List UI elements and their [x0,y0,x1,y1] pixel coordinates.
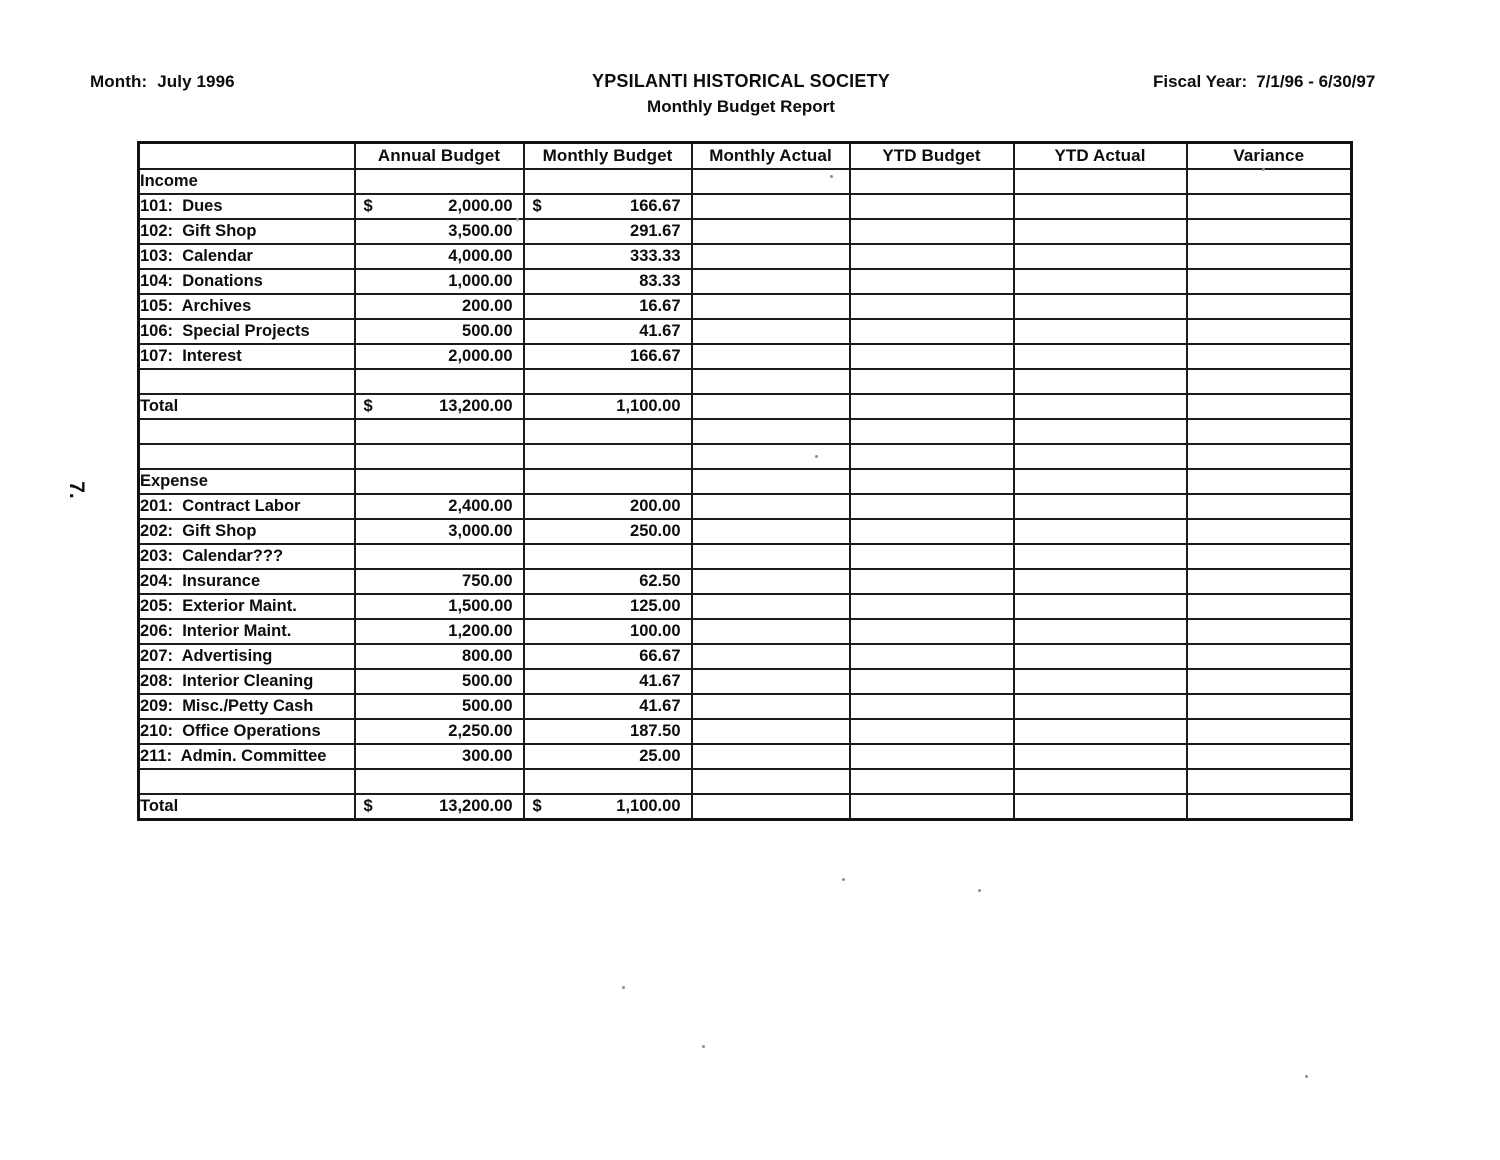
item-row [139,719,1352,744]
cell-monthly-budget-value: 1,100.00 [616,397,681,415]
row-label: 204: Insurance [139,569,355,594]
row-label: 202: Gift Shop [139,519,355,544]
cell-monthly-budget [524,569,692,594]
row-label: Total [139,794,355,820]
cell-ytd-budget [850,719,1014,744]
cell-monthly-budget-value: 83.33 [639,272,681,290]
cell-ytd-actual [1014,444,1187,469]
cell-monthly-budget [524,394,692,419]
cell-ytd-actual [1014,519,1187,544]
cell-annual-budget-value: 2,250.00 [448,722,513,740]
item-row [139,244,1352,269]
cell-monthly-budget [524,469,692,494]
cell-monthly-actual [692,244,850,269]
cell-variance [1187,419,1352,444]
cell-annual-budget [355,694,524,719]
row-label: 101: Dues [139,194,355,219]
cell-ytd-budget [850,769,1014,794]
cell-annual-budget-value: 13,200.00 [439,397,513,415]
row-label: 208: Interior Cleaning [139,669,355,694]
cell-ytd-actual [1014,669,1187,694]
cell-ytd-actual [1014,594,1187,619]
cell-ytd-budget [850,194,1014,219]
cell-annual-budget [355,419,524,444]
cell-variance [1187,794,1352,820]
cell-monthly-budget [524,419,692,444]
cell-variance [1187,269,1352,294]
scan-speck [622,986,625,989]
cell-ytd-actual [1014,394,1187,419]
cell-ytd-budget [850,594,1014,619]
cell-monthly-budget [524,219,692,244]
cell-ytd-actual [1014,619,1187,644]
cell-annual-budget [355,394,524,419]
cell-annual-budget [355,494,524,519]
cell-annual-budget [355,344,524,369]
cell-variance [1187,694,1352,719]
row-label [139,769,355,794]
cell-monthly-actual [692,394,850,419]
cell-variance [1187,594,1352,619]
cell-monthly-actual [692,169,850,194]
section-row [139,469,1352,494]
cell-ytd-actual [1014,269,1187,294]
cell-monthly-actual [692,219,850,244]
item-row [139,344,1352,369]
cell-monthly-budget [524,619,692,644]
cell-monthly-budget-value: 291.67 [630,222,681,240]
month-label: Month: [90,72,148,91]
cell-monthly-actual [692,794,850,820]
cell-annual-budget [355,294,524,319]
row-label: 104: Donations [139,269,355,294]
cell-variance [1187,669,1352,694]
cell-ytd-budget [850,319,1014,344]
cell-ytd-actual [1014,769,1187,794]
cell-monthly-budget [524,669,692,694]
month-value: July 1996 [157,72,235,91]
cell-monthly-actual [692,619,850,644]
cell-annual-budget-value: 500.00 [462,697,513,715]
cell-annual-budget [355,244,524,269]
row-label: 205: Exterior Maint. [139,594,355,619]
cell-monthly-budget [524,519,692,544]
cell-ytd-budget [850,344,1014,369]
cell-variance [1187,219,1352,244]
cell-variance [1187,394,1352,419]
cell-ytd-budget [850,494,1014,519]
cell-monthly-budget-value: 41.67 [639,322,681,340]
cell-ytd-actual [1014,419,1187,444]
cell-ytd-actual [1014,569,1187,594]
cell-monthly-budget-value: 41.67 [639,672,681,690]
row-label: Total [139,394,355,419]
cell-annual-budget [355,644,524,669]
cell-ytd-actual [1014,369,1187,394]
cell-annual-budget-value: 3,500.00 [448,222,513,240]
item-row [139,694,1352,719]
cell-variance [1187,619,1352,644]
cell-variance [1187,494,1352,519]
cell-monthly-actual [692,569,850,594]
column-header-variance: Variance [1187,143,1352,170]
cell-monthly-budget-value: 125.00 [630,597,681,615]
cell-variance [1187,519,1352,544]
cell-ytd-budget [850,219,1014,244]
cell-ytd-budget [850,544,1014,569]
cell-ytd-budget [850,269,1014,294]
cell-annual-budget-value: 800.00 [462,647,513,665]
cell-monthly-actual [692,519,850,544]
item-row [139,669,1352,694]
cell-ytd-actual [1014,494,1187,519]
blank-row [139,769,1352,794]
column-header-empty [139,143,355,170]
cell-ytd-actual [1014,469,1187,494]
cell-ytd-actual [1014,719,1187,744]
cell-ytd-actual [1014,544,1187,569]
cell-monthly-budget [524,794,692,820]
cell-annual-budget [355,719,524,744]
cell-monthly-actual [692,419,850,444]
cell-annual-budget [355,544,524,569]
cell-monthly-budget-value: 166.67 [630,347,681,365]
cell-monthly-budget [524,169,692,194]
cell-variance [1187,544,1352,569]
cell-monthly-actual [692,469,850,494]
cell-monthly-actual [692,494,850,519]
fiscal-year-field [1153,72,1375,92]
cell-annual-budget [355,619,524,644]
item-row [139,594,1352,619]
cell-monthly-actual [692,694,850,719]
cell-monthly-budget-value: 1,100.00 [616,797,681,815]
item-row [139,619,1352,644]
item-row [139,519,1352,544]
cell-annual-budget [355,469,524,494]
cell-variance [1187,369,1352,394]
cell-ytd-budget [850,294,1014,319]
cell-monthly-actual [692,669,850,694]
cell-annual-budget-value: 200.00 [462,297,513,315]
cell-monthly-actual [692,769,850,794]
cell-ytd-actual [1014,694,1187,719]
organization-title: YPSILANTI HISTORICAL SOCIETY [592,71,890,91]
cell-variance [1187,569,1352,594]
column-header-ytd-budget: YTD Budget [850,143,1014,170]
cell-monthly-actual [692,344,850,369]
cell-ytd-budget [850,794,1014,820]
page-number: 7. [65,481,88,499]
cell-ytd-budget [850,694,1014,719]
cell-monthly-budget [524,769,692,794]
cell-annual-budget-value: 2,400.00 [448,497,513,515]
cell-variance [1187,744,1352,769]
cell-annual-budget-value: 1,500.00 [448,597,513,615]
cell-monthly-budget-value: 62.50 [639,572,681,590]
cell-monthly-actual [692,544,850,569]
row-label: 207: Advertising [139,644,355,669]
row-label: 210: Office Operations [139,719,355,744]
column-header-ytd-actual: YTD Actual [1014,143,1187,170]
item-row [139,494,1352,519]
cell-ytd-budget [850,669,1014,694]
blank-row [139,444,1352,469]
cell-monthly-actual [692,294,850,319]
scan-speck [978,889,981,892]
cell-annual-budget [355,169,524,194]
cell-variance [1187,169,1352,194]
report-title: Monthly Budget Report [647,97,835,116]
column-header-row [139,143,1352,170]
cell-annual-budget-value: 4,000.00 [448,247,513,265]
cell-monthly-budget [524,319,692,344]
cell-ytd-actual [1014,644,1187,669]
cell-variance [1187,344,1352,369]
cell-monthly-budget [524,644,692,669]
cell-annual-budget-value: 500.00 [462,672,513,690]
cell-annual-budget-value: 1,000.00 [448,272,513,290]
item-row [139,194,1352,219]
cell-annual-budget [355,444,524,469]
cell-monthly-actual [692,644,850,669]
item-row [139,544,1352,569]
row-label: 203: Calendar??? [139,544,355,569]
column-header-monthly-budget: Monthly Budget [524,143,692,170]
cell-monthly-budget-value: 187.50 [630,722,681,740]
cell-monthly-budget-value: 25.00 [639,747,681,765]
dollar-sign: $ [532,197,542,215]
cell-monthly-actual [692,744,850,769]
budget-table-container [137,141,1353,821]
cell-annual-budget [355,369,524,394]
item-row [139,294,1352,319]
scan-speck [842,878,845,881]
row-label: Expense [139,469,355,494]
cell-ytd-budget [850,744,1014,769]
scan-speck [516,218,519,221]
dollar-sign: $ [363,797,373,815]
cell-ytd-actual [1014,794,1187,820]
row-label [139,369,355,394]
cell-ytd-actual [1014,294,1187,319]
cell-ytd-budget [850,444,1014,469]
cell-ytd-actual [1014,344,1187,369]
total-row [139,794,1352,820]
cell-ytd-budget [850,394,1014,419]
row-label: 105: Archives [139,294,355,319]
cell-monthly-budget [524,244,692,269]
cell-monthly-budget-value: 333.33 [630,247,681,265]
cell-variance [1187,319,1352,344]
row-label: 103: Calendar [139,244,355,269]
cell-ytd-actual [1014,244,1187,269]
cell-monthly-budget [524,744,692,769]
item-row [139,569,1352,594]
blank-row [139,369,1352,394]
budget-table [137,141,1353,821]
cell-annual-budget-value: 300.00 [462,747,513,765]
item-row [139,644,1352,669]
cell-variance [1187,194,1352,219]
cell-annual-budget-value: 2,000.00 [448,197,513,215]
cell-annual-budget [355,669,524,694]
cell-ytd-actual [1014,319,1187,344]
cell-ytd-budget [850,569,1014,594]
cell-monthly-budget-value: 200.00 [630,497,681,515]
cell-monthly-budget [524,344,692,369]
cell-ytd-actual [1014,194,1187,219]
cell-annual-budget-value: 1,200.00 [448,622,513,640]
cell-annual-budget-value: 3,000.00 [448,522,513,540]
row-label [139,444,355,469]
cell-annual-budget [355,744,524,769]
section-row [139,169,1352,194]
cell-monthly-budget [524,719,692,744]
scan-speck [815,455,818,458]
row-label: 106: Special Projects [139,319,355,344]
cell-ytd-budget [850,469,1014,494]
cell-variance [1187,719,1352,744]
cell-monthly-budget [524,694,692,719]
scan-speck [1262,168,1265,171]
cell-ytd-budget [850,369,1014,394]
row-label: 209: Misc./Petty Cash [139,694,355,719]
cell-monthly-actual [692,194,850,219]
cell-annual-budget [355,219,524,244]
cell-annual-budget [355,794,524,820]
cell-variance [1187,644,1352,669]
cell-annual-budget [355,519,524,544]
row-label: 206: Interior Maint. [139,619,355,644]
cell-monthly-budget [524,194,692,219]
cell-monthly-actual [692,319,850,344]
cell-annual-budget [355,269,524,294]
cell-annual-budget [355,769,524,794]
cell-ytd-budget [850,644,1014,669]
cell-ytd-budget [850,419,1014,444]
column-header-annual-budget: Annual Budget [355,143,524,170]
fiscal-year-label: Fiscal Year: [1153,72,1248,91]
cell-monthly-budget [524,594,692,619]
cell-annual-budget [355,594,524,619]
report-title-block [441,71,1041,117]
cell-monthly-budget-value: 100.00 [630,622,681,640]
cell-monthly-actual [692,369,850,394]
scan-speck [1305,1075,1308,1078]
cell-annual-budget [355,319,524,344]
cell-monthly-budget [524,294,692,319]
cell-ytd-budget [850,169,1014,194]
cell-monthly-actual [692,269,850,294]
cell-annual-budget-value: 2,000.00 [448,347,513,365]
cell-monthly-budget [524,494,692,519]
row-label: 107: Interest [139,344,355,369]
item-row [139,319,1352,344]
cell-annual-budget-value: 500.00 [462,322,513,340]
cell-ytd-actual [1014,744,1187,769]
cell-ytd-actual [1014,169,1187,194]
item-row [139,219,1352,244]
dollar-sign: $ [532,797,542,815]
cell-annual-budget [355,569,524,594]
cell-monthly-budget-value: 166.67 [630,197,681,215]
item-row [139,269,1352,294]
cell-monthly-budget [524,269,692,294]
scan-speck [830,175,833,178]
cell-variance [1187,444,1352,469]
cell-ytd-budget [850,619,1014,644]
cell-variance [1187,244,1352,269]
total-row [139,394,1352,419]
month-field [90,72,235,92]
fiscal-year-value: 7/1/96 - 6/30/97 [1256,72,1376,91]
cell-monthly-budget-value: 16.67 [639,297,681,315]
cell-annual-budget-value: 13,200.00 [439,797,513,815]
cell-variance [1187,769,1352,794]
blank-row [139,419,1352,444]
item-row [139,744,1352,769]
cell-annual-budget [355,194,524,219]
row-label: 102: Gift Shop [139,219,355,244]
column-header-monthly-actual: Monthly Actual [692,143,850,170]
cell-monthly-actual [692,444,850,469]
dollar-sign: $ [363,397,373,415]
cell-monthly-actual [692,719,850,744]
cell-ytd-actual [1014,219,1187,244]
cell-monthly-budget [524,544,692,569]
cell-annual-budget-value: 750.00 [462,572,513,590]
row-label: 211: Admin. Committee [139,744,355,769]
cell-monthly-budget-value: 66.67 [639,647,681,665]
row-label [139,419,355,444]
dollar-sign: $ [363,197,373,215]
cell-monthly-budget-value: 250.00 [630,522,681,540]
cell-ytd-budget [850,519,1014,544]
row-label: 201: Contract Labor [139,494,355,519]
cell-ytd-budget [850,244,1014,269]
cell-monthly-budget [524,369,692,394]
cell-monthly-budget-value: 41.67 [639,697,681,715]
cell-variance [1187,469,1352,494]
cell-variance [1187,294,1352,319]
cell-monthly-budget [524,444,692,469]
cell-monthly-actual [692,594,850,619]
row-label: Income [139,169,355,194]
scan-speck [702,1045,705,1048]
